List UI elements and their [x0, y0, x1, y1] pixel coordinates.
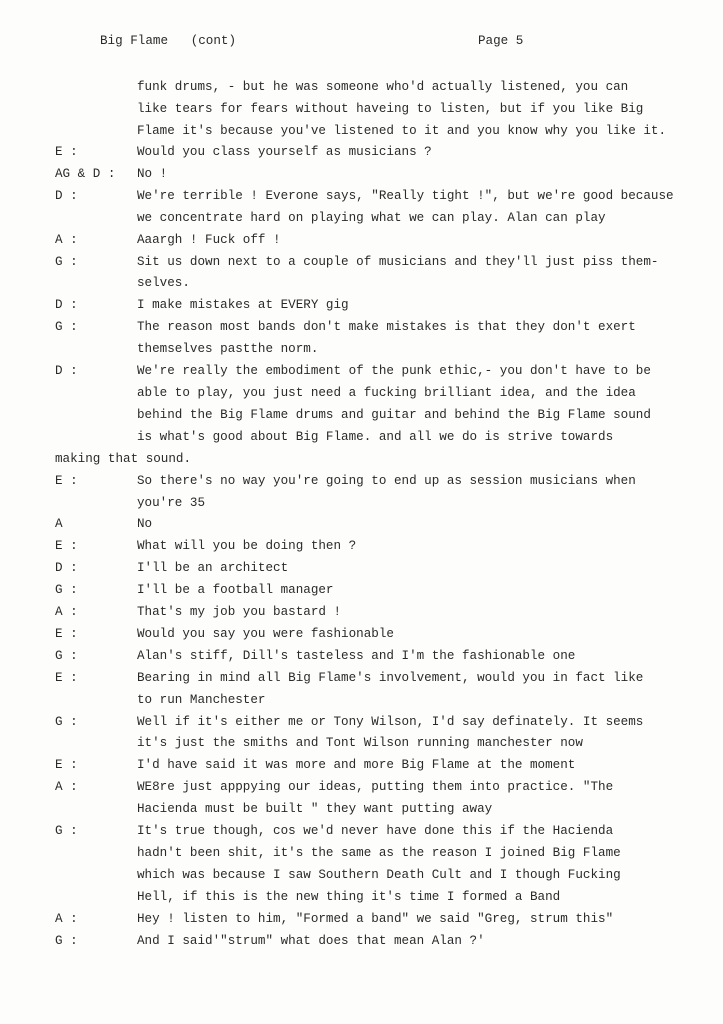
intro-paragraph	[137, 76, 666, 142]
dialogue-line: hadn't been shit, it's the same as the reason I joined Big Flame	[137, 846, 621, 860]
dialogue-entry	[0, 909, 723, 931]
speaker-label: E :	[55, 670, 78, 685]
dialogue-entry	[0, 931, 723, 953]
speaker-label: G :	[55, 254, 78, 269]
dialogue-entry	[0, 317, 723, 361]
dialogue-line: We're really the embodiment of the punk ethic,- you don't have to be	[137, 364, 651, 379]
dialogue-line: Hey ! listen to him, "Formed a band" we said "Greg, strum this"	[137, 911, 614, 926]
speaker-label: E :	[55, 539, 78, 554]
dialogue-entry	[0, 712, 723, 756]
dialogue-line: we concentrate hard on playing what we can play. Alan can play	[137, 210, 606, 225]
dialogue-line: is what's good about Big Flame. and all we do is strive towards	[137, 429, 614, 444]
intro-line: Flame it's because you've listened to it and you know why you like it.	[137, 124, 667, 138]
dialogue-entry	[0, 755, 723, 777]
speaker-label: D :	[55, 561, 78, 576]
dialogue-entry	[0, 142, 723, 164]
dialogue-entry	[0, 558, 723, 580]
dialogue-line: I make mistakes at EVERY gig	[137, 298, 349, 313]
dialogue-entry	[0, 624, 723, 646]
dialogue-line: Would you class yourself as musicians ?	[137, 145, 432, 159]
speaker-label: D :	[55, 364, 78, 379]
dialogue-line: Hell, if this is the new thing it's time I formed a Band	[137, 889, 561, 904]
dialogue-line: What will you be doing then ?	[137, 539, 357, 554]
dialogue-line: No	[137, 517, 153, 532]
dialogue-line: selves.	[137, 276, 190, 291]
dialogue-entry	[0, 536, 723, 558]
dialogue-entry	[0, 230, 723, 252]
speaker-label: A :	[55, 605, 78, 620]
dialogue-line: I'll be a football manager	[137, 583, 334, 598]
dialogue-line: Would you say you were fashionable	[137, 626, 394, 641]
dialogue-line: I'll be an architect	[137, 561, 289, 576]
speaker-label: D :	[55, 188, 78, 203]
speaker-label: A :	[55, 911, 78, 926]
dialogue-entry	[0, 252, 723, 296]
dialogue-line: So there's no way you're going to end up as session musicians when	[137, 473, 636, 488]
dialogue-entry	[0, 821, 723, 909]
dialogue-entry	[0, 471, 723, 515]
speaker-label: E :	[55, 758, 78, 773]
speaker-label: E :	[55, 145, 78, 159]
speaker-label: A	[55, 517, 63, 532]
dialogue-entry	[0, 777, 723, 821]
dialogue-line: That's my job you bastard !	[137, 605, 342, 620]
speaker-label: G :	[55, 714, 78, 729]
header-title: Big Flame (cont)	[100, 34, 237, 48]
dialogue-line: Hacienda must be built " they want putting away	[137, 802, 493, 817]
page-header	[0, 34, 723, 52]
speaker-label: D :	[55, 298, 78, 313]
speaker-label: AG & D :	[55, 166, 116, 181]
speaker-label: G :	[55, 933, 78, 948]
dialogue-line: able to play, you just need a fucking brilliant idea, and the idea	[137, 385, 636, 400]
dialogue-line: it's just the smiths and Tont Wilson running manchester now	[137, 736, 583, 751]
dialogue-entry	[0, 646, 723, 668]
dialogue-entry	[0, 164, 723, 186]
dialogue-line: I'd have said it was more and more Big Flame at the moment	[137, 758, 576, 773]
dialogue-line: The reason most bands don't make mistakes is that they don't exert	[137, 320, 636, 335]
speaker-label: G :	[55, 824, 78, 839]
speaker-label: G :	[55, 583, 78, 598]
speaker-label: E :	[55, 626, 78, 641]
dialogue-entry	[0, 295, 723, 317]
dialogue-entry	[0, 361, 723, 471]
dialogue-entry	[0, 602, 723, 624]
dialogue-entry	[0, 186, 723, 230]
page-number: Page 5	[478, 34, 524, 48]
dialogue-line: We're terrible ! Everone says, "Really tight !", but we're good because	[137, 188, 674, 203]
speaker-label: G :	[55, 648, 78, 663]
intro-line: like tears for fears without haveing to listen, but if you like Big	[137, 102, 644, 116]
dialogue-line: No !	[137, 166, 168, 181]
intro-line: funk drums, - but he was someone who'd actually listened, you can	[137, 80, 629, 94]
dialogue-line: It's true though, cos we'd never have done this if the Hacienda	[137, 824, 614, 839]
dialogue-line: WE8re just apppying our ideas, putting them into practice. "The	[137, 780, 614, 795]
dialogue-entry	[0, 668, 723, 712]
dialogue-line: which was because I saw Southern Death Cult and I though Fucking	[137, 867, 621, 882]
dialogue-line: And I said'"strum" what does that mean Alan ?'	[137, 933, 485, 948]
dialogue-line: Bearing in mind all Big Flame's involvement, would you in fact like	[137, 670, 644, 685]
dialogue-line: Well if it's either me or Tony Wilson, I'd say definately. It seems	[137, 714, 644, 729]
dialogue-line: Sit us down next to a couple of musicians and they'll just piss them-	[137, 254, 659, 269]
dialogue-line: you're 35	[137, 495, 206, 510]
dialogue-line: Alan's stiff, Dill's tasteless and I'm the fashionable one	[137, 648, 576, 663]
dialogue-entry	[0, 580, 723, 602]
dialogue-line: to run Manchester	[137, 692, 266, 707]
speaker-label: G :	[55, 320, 78, 335]
speaker-label: A :	[55, 232, 78, 247]
speaker-label: E :	[55, 473, 78, 488]
dialogue-entry	[0, 514, 723, 536]
dialogue-list	[0, 142, 723, 953]
dialogue-line-continuation: making that sound.	[55, 451, 192, 466]
speaker-label: A :	[55, 780, 78, 795]
dialogue-line: behind the Big Flame drums and guitar and behind the Big Flame sound	[137, 407, 651, 422]
dialogue-line: Aaargh ! Fuck off !	[137, 232, 281, 247]
dialogue-line: themselves pastthe norm.	[137, 342, 319, 357]
